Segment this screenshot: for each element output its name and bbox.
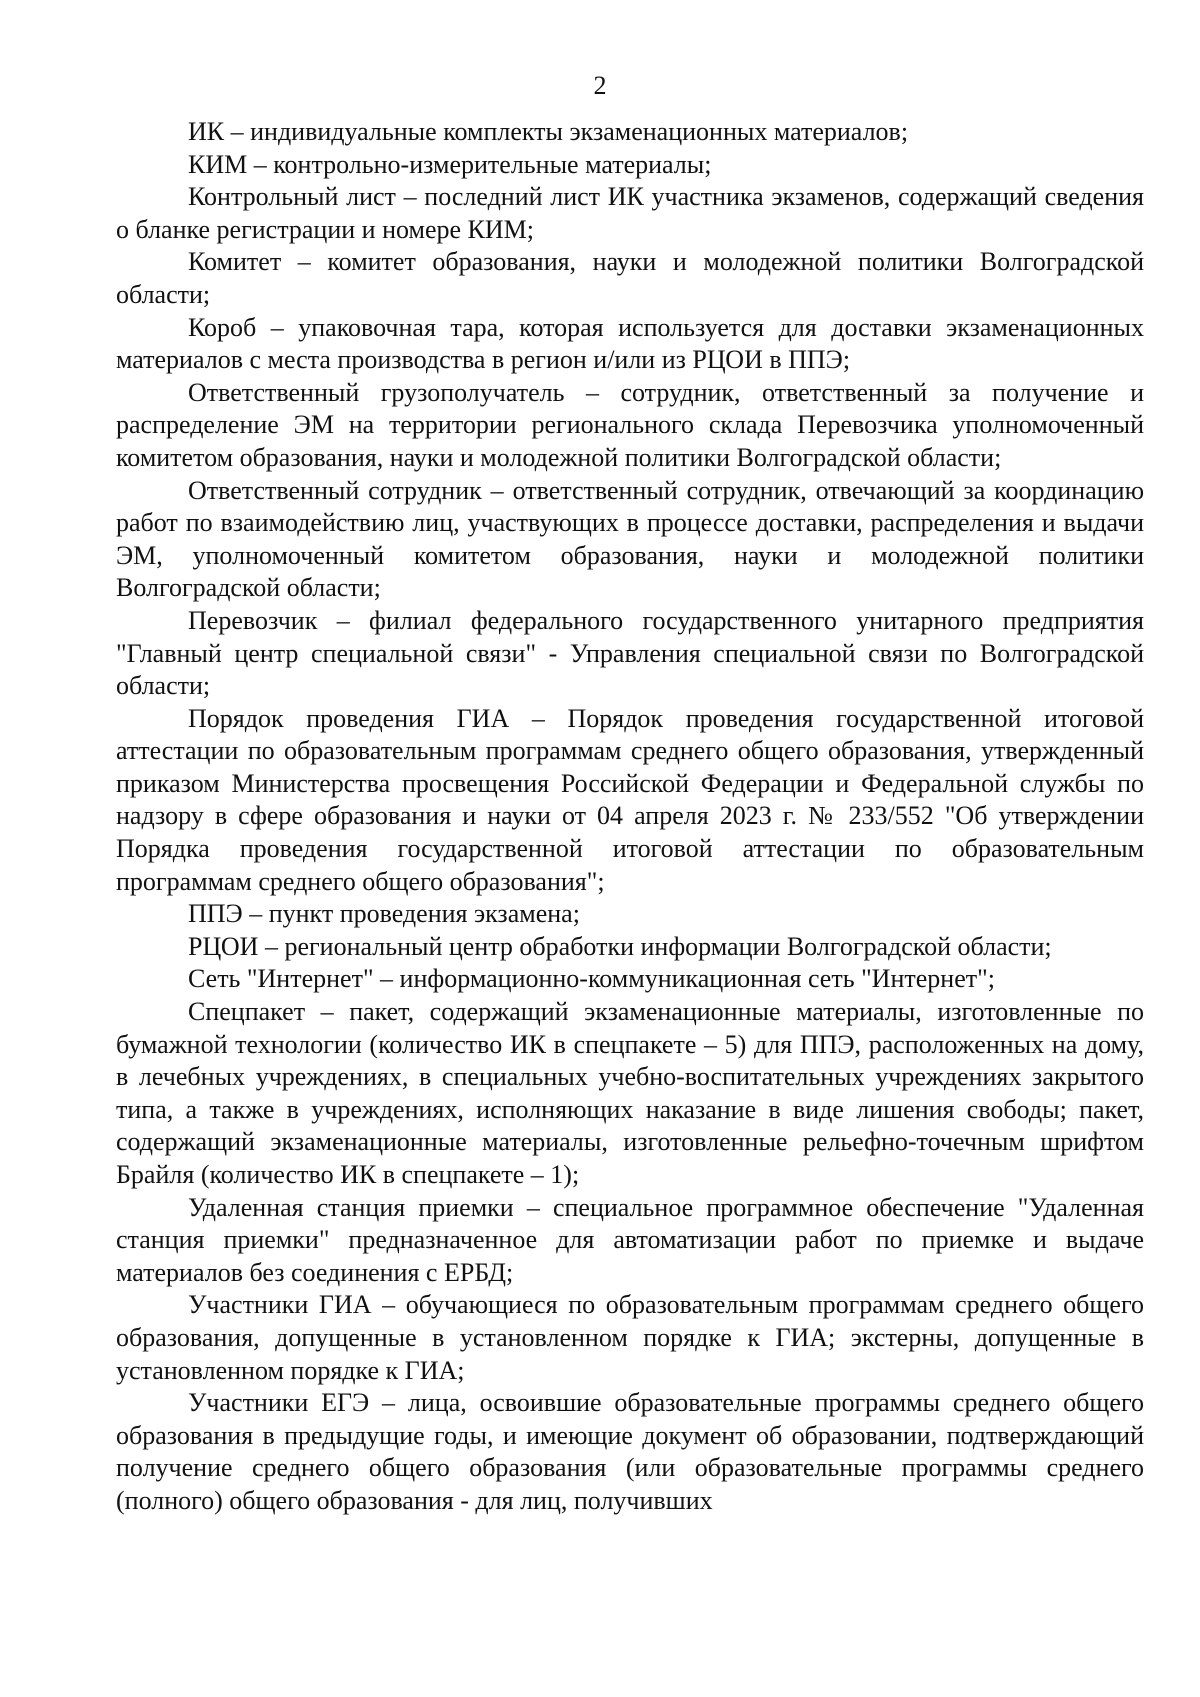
definition-ik: ИК – индивидуальные комплекты экзаменационных материалов; xyxy=(188,117,909,146)
definition-responsible-consignee: Ответственный грузополучатель – сотрудник, ответственный за получение и распределение ЭМ на территории регионального склада Перевозчика уполномоченный комитетом образования, науки и молодежной политики Волгоградской области; xyxy=(116,377,1144,472)
definition-ppe: ППЭ – пункт проведения экзамена; xyxy=(188,899,580,929)
page-number: 2 xyxy=(593,71,607,100)
definition-gia-procedure: Порядок проведения ГИА – Порядок проведения государственной итоговой аттестации по образовательным программам среднего общего образования, утвержденный приказом Министерства просвещения Российской Федерации и Федеральной службы по надзору в сфере образования и науки от 04 апреля 2023 г. № 233/552 "Об утверждении Порядка проведения государственной итоговой аттестации по образовательным программам среднего общего образования"; xyxy=(116,703,1144,896)
definition-responsible-employee: Ответственный сотрудник – ответственный сотрудник, отвечающий за координацию работ по взаимодействию лиц, участвующих в процессе доставки, распределения и выдачи ЭМ, уполномоченный комитетом образования, науки и молодежной политики Волгоградской области; xyxy=(116,475,1144,603)
definition-internet: Сеть "Интернет" – информационно-коммуникационная сеть "Интернет"; xyxy=(188,964,995,994)
definition-special-package: Спецпакет – пакет, содержащий экзаменационные материалы, изготовленные по бумажной технологии (количество ИК в спецпакете – 5) для ППЭ, расположенных на дому, в лечебных учреждениях, в специальных учебно-воспитательных учреждениях закрытого типа, а также в учреждениях, исполняющих наказание в виде лишения свободы; пакет, содержащий экзаменационные материалы, изготовленные рельефно-точечным шрифтом Брайля (количество ИК в спецпакете – 1); xyxy=(116,997,1144,1189)
definition-rcoi: РЦОИ – региональный центр обработки информации Волгоградской области; xyxy=(188,931,1052,961)
definition-box: Короб – упаковочная тара, которая используется для доставки экзаменационных материалов с места производства в регион и/или из РЦОИ в ППЭ; xyxy=(116,312,1144,375)
definition-kim: КИМ – контрольно-измерительные материалы; xyxy=(188,149,712,179)
document-body xyxy=(116,116,1144,1518)
definition-ege-participants: Участники ЕГЭ – лица, освоившие образовательные программы среднего общего образования в предыдущие годы, и имеющие документ об образовании, подтверждающий получение среднего общего образования (или образовательные программы среднего (полного) общего образования - для лиц, получивших xyxy=(116,1388,1144,1515)
definition-carrier: Перевозчик – филиал федерального государственного унитарного предприятия "Главный центр специальной связи" - Управления специальной связи по Волгоградской области; xyxy=(116,605,1144,701)
definition-control-sheet: Контрольный лист – последний лист ИК участника экзаменов, содержащий сведения о бланке регистрации и номере КИМ; xyxy=(116,182,1144,244)
definition-gia-participants: Участники ГИА – обучающиеся по образовательным программам среднего общего образования, допущенные в установленном порядке к ГИА; экстерны, допущенные в установленном порядке к ГИА; xyxy=(116,1290,1144,1385)
definition-committee: Комитет – комитет образования, науки и молодежной политики Волгоградской области; xyxy=(116,247,1144,309)
definition-remote-station: Удаленная станция приемки – специальное программное обеспечение "Удаленная станция приемки" предназначенное для автоматизации работ по приемке и выдаче материалов без соединения с ЕРБД; xyxy=(116,1192,1144,1287)
